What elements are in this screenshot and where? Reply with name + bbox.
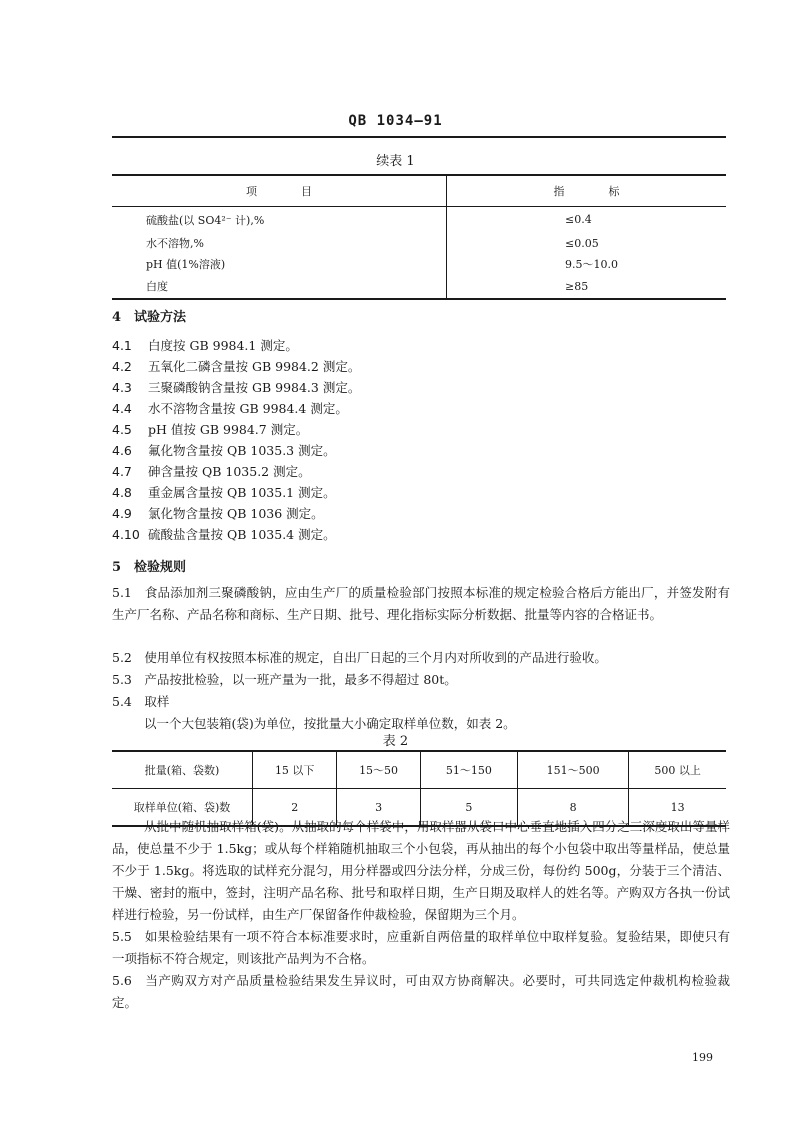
table2-cell: 13 xyxy=(629,789,726,827)
table1-cell-value: ≤0.4 xyxy=(565,213,592,227)
item-text: 水不溶物含量按 GB 9984.4 测定。 xyxy=(148,401,348,416)
item-text: 五氧化二磷含量按 GB 9984.2 测定。 xyxy=(148,359,361,374)
list-item xyxy=(112,525,336,543)
list-item xyxy=(112,504,324,522)
table2-row1-label: 批量(箱、袋数) xyxy=(112,751,253,789)
list-item xyxy=(112,399,348,417)
table1-cell-value: ≤0.05 xyxy=(565,236,599,250)
list-item xyxy=(112,441,336,459)
item-text: 氯化物含量按 QB 1036 测定。 xyxy=(148,506,324,521)
paragraph-5-2: 5.2 使用单位有权按照本标准的规定，自出厂日起的三个月内对所收到的产品进行验收。 xyxy=(112,650,607,665)
item-text: 白度按 GB 9984.1 测定。 xyxy=(148,338,298,353)
paragraph-5-5: 5.5 如果检验结果有一项不符合本标准要求时，应重新自两倍量的取样单位中取样复验。复验结果，即使只有一项指标不符合规定，则该批产品判为不合格。 xyxy=(112,929,730,966)
table1 xyxy=(112,174,726,300)
table2-cell: 15 以下 xyxy=(253,751,337,789)
list-item xyxy=(112,420,308,438)
table1-header-spec: 指 标 xyxy=(553,185,620,198)
table1-header-item: 项 目 xyxy=(112,175,447,207)
list-item xyxy=(112,378,360,396)
table2-cell: 51～150 xyxy=(420,751,517,789)
item-number: 4.7 xyxy=(112,464,132,479)
table2-cell: 500 以上 xyxy=(629,751,726,789)
item-number: 4.4 xyxy=(112,401,132,416)
item-number: 4.10 xyxy=(112,527,140,542)
table2-cell: 2 xyxy=(253,789,337,827)
item-number: 4.3 xyxy=(112,380,132,395)
table2-cell: 5 xyxy=(420,789,517,827)
item-text: 氟化物含量按 QB 1035.3 测定。 xyxy=(148,443,336,458)
item-number: 4.5 xyxy=(112,422,132,437)
table1-cell-item: 水不溶物,% xyxy=(112,233,447,254)
section4-title: 4 试验方法 xyxy=(112,310,187,325)
table2-cell: 3 xyxy=(337,789,420,827)
table1-cell-item: 白度 xyxy=(112,275,447,299)
item-text: pH 值按 GB 9984.7 测定。 xyxy=(148,422,309,437)
item-text: 重金属含量按 QB 1035.1 测定。 xyxy=(148,485,336,500)
paragraph-5-4: 5.4 取样 xyxy=(112,694,170,709)
paragraph-5-4-intro: 以一个大包装箱(袋)为单位，按批量大小确定取样单位数，如表 2。 xyxy=(144,716,516,731)
table1-caption: 续表 1 xyxy=(376,154,415,169)
paragraph-5-4-sampling: 从批中随机抽取样箱(袋)。从抽取的每个样袋中，用取样器从袋口中心垂直地插入四分之三深度取出等量样品，使总量不少于 1.5kg；或从每个样箱随机抽取三个小包袋，再从抽出的每个小包袋中取出等量样品，使总量不少于 1.5kg。将选取的试样充分混匀，用分样器或四分法分样，分成三份，每份约 500g，分装于三个清洁、干燥、密封的瓶中，签封，注明产品名称、批号和取样日期，生产日期及取样人的姓名等。产购双方各执一份试样进行检验，另一份试样，由生产厂保留备作仲裁检验，保留期为三个月。 xyxy=(112,819,730,922)
list-item xyxy=(112,462,311,480)
list-item xyxy=(112,336,298,354)
item-number: 4.6 xyxy=(112,443,132,458)
item-text: 砷含量按 QB 1035.2 测定。 xyxy=(148,464,311,479)
table1-cell-item: 硫酸盐(以 SO4²⁻ 计),% xyxy=(112,207,447,233)
table2-cell: 15～50 xyxy=(337,751,420,789)
paragraph-5-3: 5.3 产品按批检验，以一班产量为一批，最多不得超过 80t。 xyxy=(112,672,457,687)
document-header-code: QB 1034—91 xyxy=(348,113,443,129)
paragraph-5-6: 5.6 当产购双方对产品质量检验结果发生异议时，可由双方协商解决。必要时，可共同选定仲裁机构检验裁定。 xyxy=(112,973,730,1010)
item-number: 4.1 xyxy=(112,338,132,353)
table1-cell-item: pH 值(1%溶液) xyxy=(112,254,447,275)
item-number: 4.2 xyxy=(112,359,132,374)
table2-cell: 151～500 xyxy=(518,751,629,789)
table2-caption: 表 2 xyxy=(382,734,409,749)
item-text: 硫酸盐含量按 QB 1035.4 测定。 xyxy=(148,527,336,542)
header-rule xyxy=(112,136,726,138)
table1-cell-value: ≥85 xyxy=(565,279,589,293)
list-item xyxy=(112,483,336,501)
table2-cell: 8 xyxy=(518,789,629,827)
table1-cell-value: 9.5～10.0 xyxy=(565,258,618,271)
paragraph-5-1: 5.1 食品添加剂三聚磷酸钠，应由生产厂的质量检验部门按照本标准的规定检验合格后方能出厂，并签发附有生产厂名称、产品名称和商标、生产日期、批号、理化指标实际分析数据、批量等内容的合格证书。 xyxy=(112,585,730,622)
section5-title: 5 检验规则 xyxy=(112,560,187,575)
table2-row2-label: 取样单位(箱、袋)数 xyxy=(112,789,253,827)
item-number: 4.8 xyxy=(112,485,132,500)
item-text: 三聚磷酸钠含量按 GB 9984.3 测定。 xyxy=(148,380,361,395)
item-number: 4.9 xyxy=(112,506,132,521)
list-item xyxy=(112,357,360,375)
page-number: 199 xyxy=(692,1051,713,1064)
